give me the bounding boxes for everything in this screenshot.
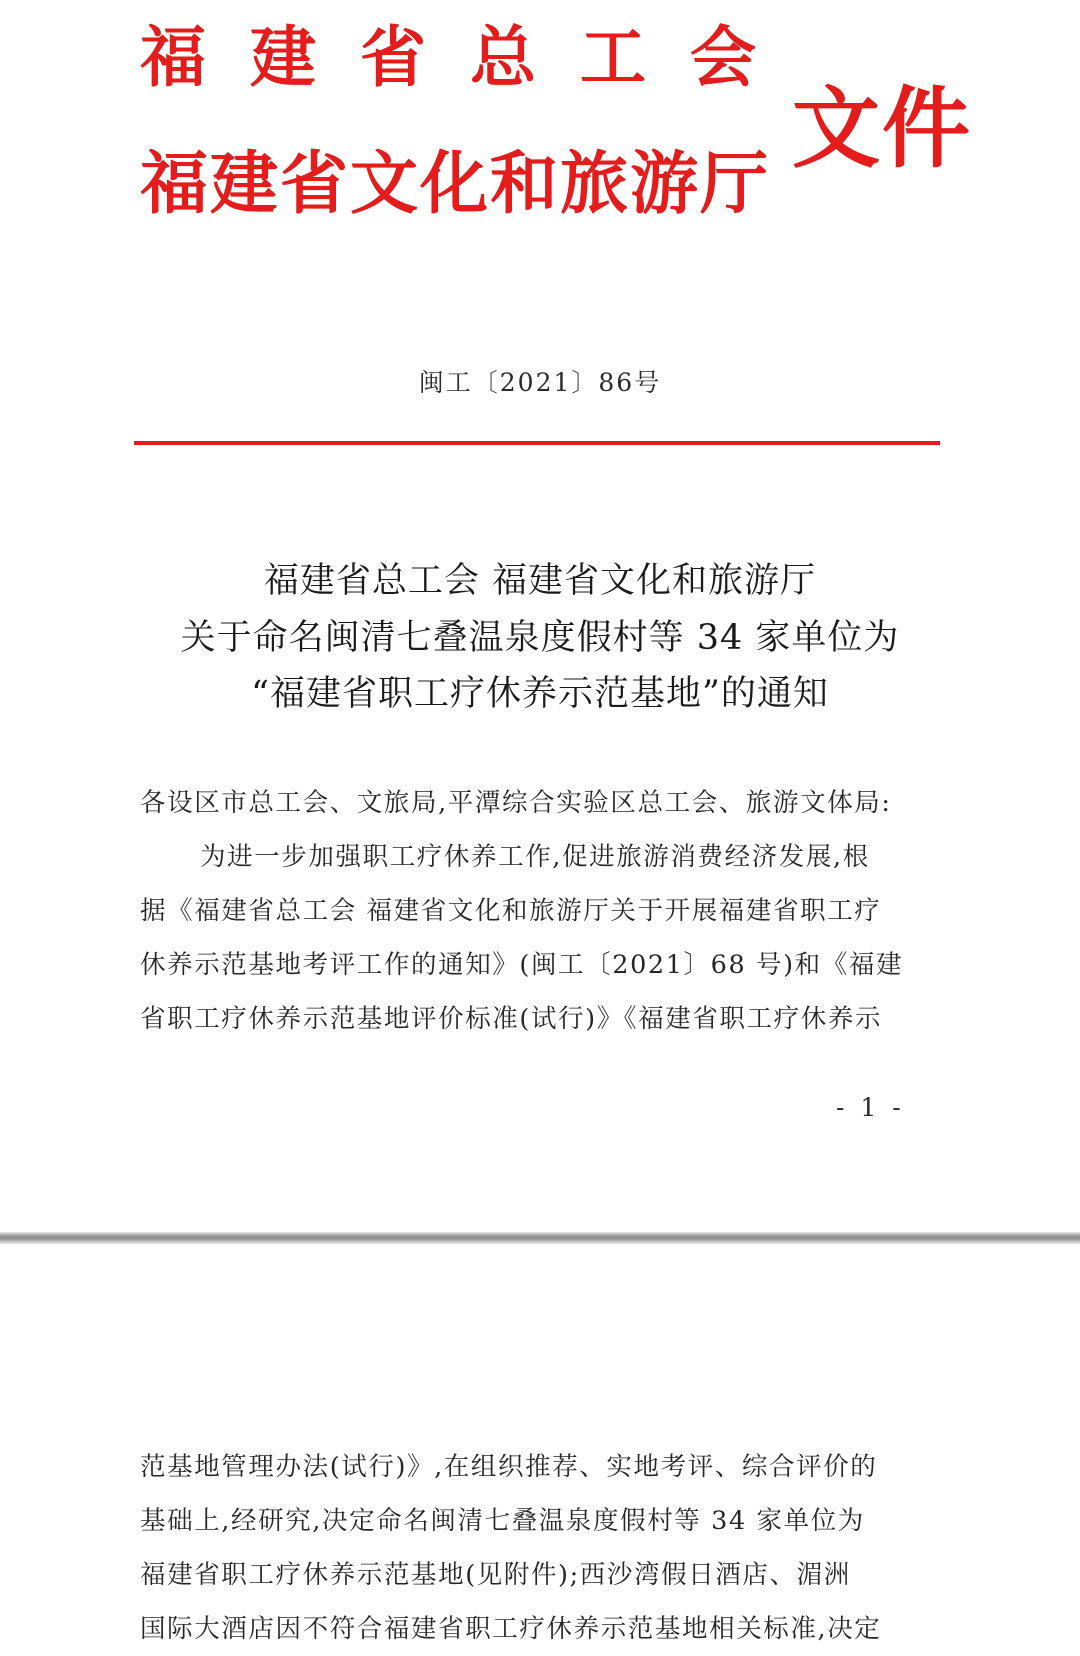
document-number: 闽工〔2021〕86号 xyxy=(418,368,662,397)
document-title-line-2: 关于命名闽清七叠温泉度假村等 34 家单位为 xyxy=(180,618,900,658)
issuer-name-federation: 福建省总工会 xyxy=(140,18,800,96)
page-number: - 1 - xyxy=(836,1093,905,1122)
issuer-name-culture-tourism: 福建省文化和旅游厅 xyxy=(140,144,771,224)
page-separator xyxy=(0,1232,1080,1244)
body-text-line: 国际大酒店因不符合福建省职工疗休养示范基地相关标准,决定 xyxy=(140,1614,882,1644)
body-text-line: 据《福建省总工会 福建省文化和旅游厅关于开展福建省职工疗 xyxy=(140,896,882,926)
document-header-suffix: 文件 xyxy=(792,76,973,180)
red-header-divider xyxy=(134,441,940,445)
document-title-line-3: “福建省职工疗休养示范基地”的通知 xyxy=(251,674,829,714)
addressee-line: 各设区市总工会、文旅局,平潭综合实验区总工会、旅游文体局: xyxy=(140,788,892,818)
body-text-line: 基础上,经研究,决定命名闽清七叠温泉度假村等 34 家单位为 xyxy=(140,1506,865,1536)
body-text-line: 休养示范基地考评工作的通知》(闽工〔2021〕68 号)和《福建 xyxy=(140,950,904,980)
body-text-line: 省职工疗休养示范基地评价标准(试行)》《福建省职工疗休养示 xyxy=(140,1004,883,1034)
body-text-line: 范基地管理办法(试行)》,在组织推荐、实地考评、综合评价的 xyxy=(140,1452,878,1482)
body-text-line: 为进一步加强职工疗休养工作,促进旅游消费经济发展,根 xyxy=(200,842,870,872)
body-text-line: 福建省职工疗休养示范基地(见附件);西沙湾假日酒店、湄洲 xyxy=(140,1560,851,1590)
document-title-line-1: 福建省总工会 福建省文化和旅游厅 xyxy=(263,561,817,601)
